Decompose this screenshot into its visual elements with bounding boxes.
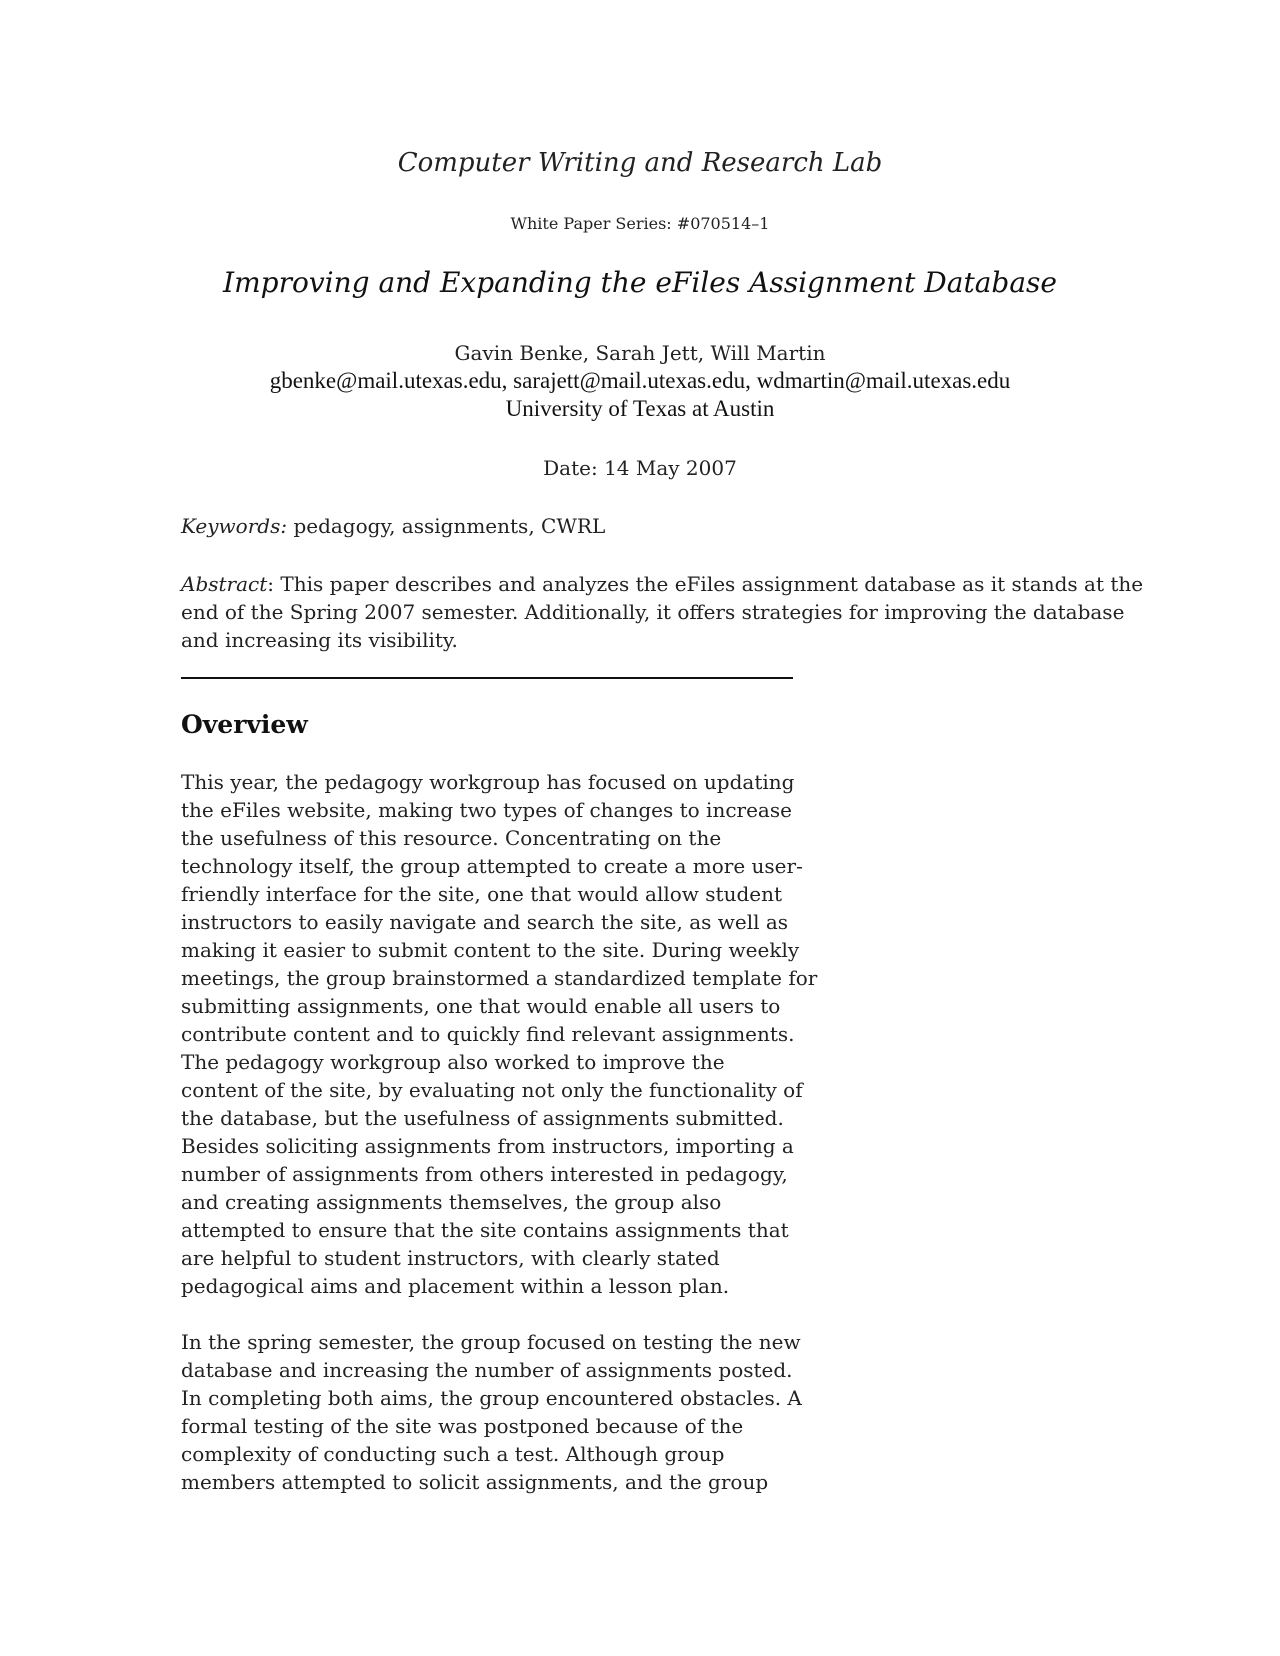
authors: Gavin Benke, Sarah Jett, Will Martin [454,341,826,365]
keywords [181,514,605,538]
paragraph-line: are helpful to student instructors, with clearly stated [181,1246,720,1270]
abstract-line-text: : This paper describes and analyzes the eFiles assignment database as it stands at the [267,572,1144,596]
paragraph-line: and creating assignments themselves, the group also [181,1190,722,1214]
keywords-label: Keywords: [181,514,288,538]
paragraph-line: content of the site, by evaluating not only the functionality of [181,1078,803,1102]
paragraph-line: the usefulness of this resource. Concentrating on the [181,826,722,850]
paragraph-line: the eFiles website, making two types of changes to increase [181,798,792,822]
paper-title: Improving and Expanding the eFiles Assignment Database [223,266,1057,299]
paragraph-line: formal testing of the site was postponed because of the [181,1414,744,1438]
abstract-line: end of the Spring 2007 semester. Additionally, it offers strategies for improving the database [181,600,1125,624]
overview-paragraph-2 [181,1328,821,1496]
abstract-label: Abstract [181,572,268,596]
paragraph-line: contribute content and to quickly find relevant assignments. [181,1022,795,1046]
paragraph-line: Besides soliciting assignments from instructors, importing a [181,1134,794,1158]
paper-date: Date: 14 May 2007 [543,456,737,480]
section-heading-overview: Overview [181,710,308,739]
paragraph-line: meetings, the group brainstormed a standardized template for [181,966,818,990]
paragraph-line: the database, but the usefulness of assignments submitted. [181,1106,784,1130]
section-divider [181,677,793,679]
paragraph-line: instructors to easily navigate and search the site, as well as [181,910,789,934]
paragraph-line: pedagogical aims and placement within a lesson plan. [181,1274,730,1298]
paragraph-line: In the spring semester, the group focused on testing the new [181,1330,801,1354]
paragraph-line: The pedagogy workgroup also worked to improve the [181,1050,725,1074]
abstract-line [181,570,1144,598]
paragraph-line: This year, the pedagogy workgroup has focused on updating [181,770,795,794]
abstract-line: and increasing its visibility. [181,628,458,652]
keywords-text: pedagogy, assignments, CWRL [293,514,606,538]
paragraph-line: attempted to ensure that the site contains assignments that [181,1218,789,1242]
abstract [181,570,1144,654]
paragraph-line: submitting assignments, one that would enable all users to [181,994,781,1018]
lab-name: Computer Writing and Research Lab [397,148,883,178]
series-number: White Paper Series: #070514–1 [510,214,770,233]
paragraph-line: technology itself, the group attempted to create a more user- [181,854,803,878]
paragraph-line: number of assignments from others interested in pedagogy, [181,1162,788,1186]
author-emails: gbenke@mail.utexas.edu, sarajett@mail.utexas.edu, wdmartin@mail.utexas.edu [269,368,1011,393]
paragraph-line: database and increasing the number of assignments posted. [181,1358,793,1382]
paragraph-line: complexity of conducting such a test. Although group [181,1442,725,1466]
affiliation: University of Texas at Austin [505,396,775,421]
overview-paragraph-1 [181,768,821,1300]
paragraph-line: making it easier to submit content to the site. During weekly [181,938,800,962]
paragraph-line: friendly interface for the site, one that would allow student [181,882,783,906]
paragraph-line: members attempted to solicit assignments, and the group [181,1470,769,1494]
paragraph-line: In completing both aims, the group encountered obstacles. A [181,1386,802,1410]
